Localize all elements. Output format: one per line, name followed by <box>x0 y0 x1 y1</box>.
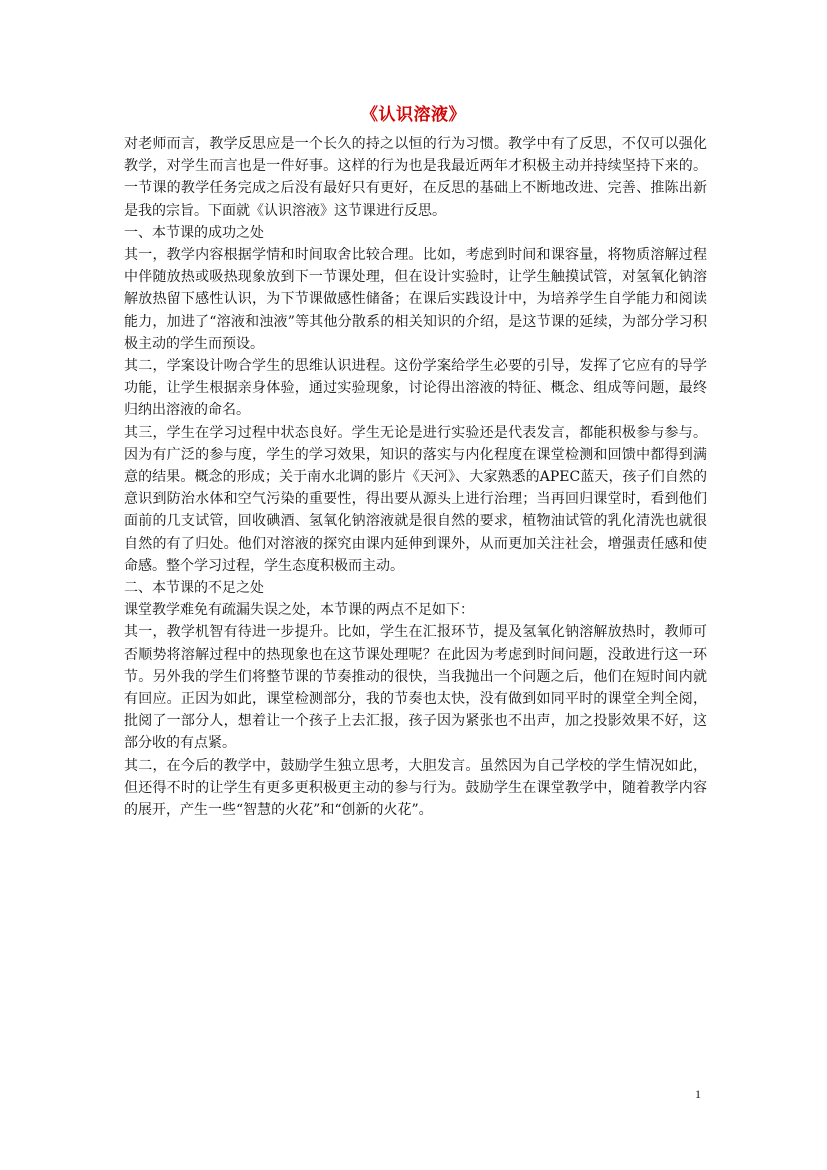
shortcoming-point-1: 其一，教学机智有待进一步提升。比如，学生在汇报环节，提及氢氧化钠溶解放热时，教师可否顺势将溶解过程中的热现象也在这节课处理呢？在此因为考虑到时间问题，没敢进行这一环节。另外我的学生们将整节课的节奏推动的很快，当我抛出一个问题之后，他们在短时间内就有回应。正因为如此，课堂检测部分，我的节奏也太快，没有做到如同平时的课堂全判全阅，批阅了一部分人，想着让一个孩子上去汇报，孩子因为紧张也不出声，加之投影效果不好，这部分收的有点紧。 <box>124 624 707 752</box>
shortcoming-point-2: 其二，在今后的教学中，鼓励学生独立思考，大胆发言。虽然因为自己学校的学生情况如此，但还得不时的让学生有更多更积极更主动的参与行为。鼓励学生在课堂教学中，随着教学内容的展开，产生一些“智慧的火花”和“创新的火花”。 <box>124 757 707 819</box>
success-point-1: 其一，教学内容根据学情和时间取舍比较合理。比如，考虑到时间和课容量，将物质溶解过程中伴随放热或吸热现象放到下一节课处理，但在设计实验时，让学生触摸试管，对氢氧化钠溶解放热留下感性认识，为下节课做感性储备；在课后实践设计中，为培养学生自学能力和阅读能力，加进了“溶液和浊液”等其他分散系的相关知识的介绍，是这节课的延续，为部分学习积极主动的学生而预设。 <box>124 247 707 352</box>
page-number: 1 <box>695 1087 701 1101</box>
section-heading-shortcomings: 二、本节课的不足之处 <box>124 580 264 597</box>
page-title: 《认识溶液》 <box>361 105 466 125</box>
section-heading-success: 一、本节课的成功之处 <box>124 224 264 241</box>
shortcomings-intro: 课堂教学难免有疏漏失误之处，本节课的两点不足如下： <box>124 602 474 619</box>
document-body <box>124 133 707 821</box>
intro-paragraph: 对老师而言，教学反思应是一个长久的持之以恒的行为习惯。教学中有了反思，不仅可以强化教学，对学生而言也是一件好事。这样的行为也是我最近两年才积极主动并持续坚持下来的。一节课的教学任务完成之后没有最好只有更好，在反思的基础上不断地改进、完善、推陈出新是我的宗旨。下面就《认识溶液》这节课进行反思。 <box>124 136 707 219</box>
success-point-2: 其二，学案设计吻合学生的思维认识进程。这份学案给学生必要的引导，发挥了它应有的导学功能，让学生根据亲身体验，通过实验现象，讨论得出溶液的特征、概念、组成等问题，最终归纳出溶液的命名。 <box>124 358 707 419</box>
success-point-3: 其三，学生在学习过程中状态良好。学生无论是进行实验还是代表发言，都能积极参与参与。因为有广泛的参与度，学生的学习效果，知识的落实与内化程度在课堂检测和回馈中都得到满意的结果。概念的形成；关于南水北调的影片《天河》、大家熟悉的APEC蓝天，孩子们自然的意识到防治水体和空气污染的重要性，得出要从源头上进行治理；当再回归课堂时，看到他们面前的几支试管，回收碘酒、氢氧化钠溶液就是很自然的要求，植物油试管的乳化清洗也就很自然的有了归处。他们对溶液的探究由课内延伸到课外，从而更加关注社会，增强责任感和使命感。整个学习过程，学生态度积极而主动。 <box>124 424 707 574</box>
